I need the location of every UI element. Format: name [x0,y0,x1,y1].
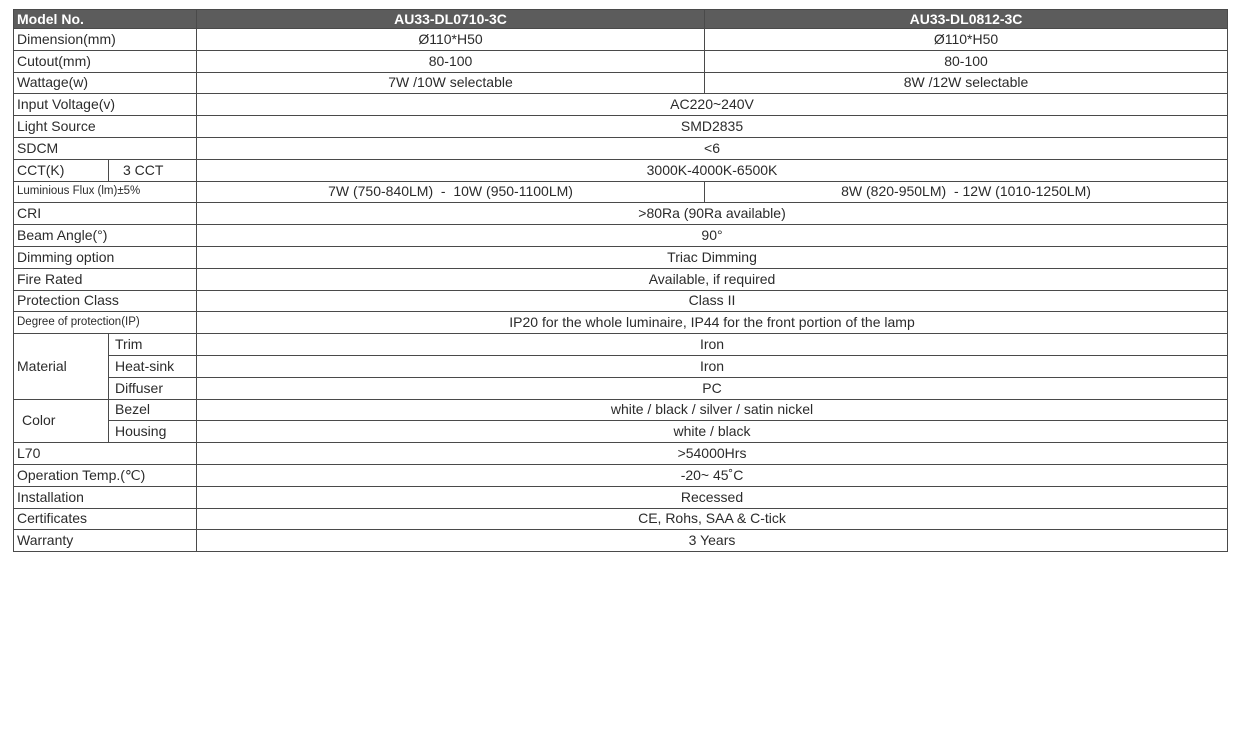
label-sdcm: SDCM [14,137,197,159]
label-beam-angle: Beam Angle(°) [14,225,197,247]
row-material-diffuser [14,377,1228,399]
model-1: AU33-DL0710-3C [197,10,705,29]
sublabel-color-bezel: Bezel [109,399,197,421]
row-l70 [14,443,1228,465]
row-cri [14,203,1228,225]
row-color-housing [14,421,1228,443]
spec-table [13,9,1228,552]
value-cct: 3000K-4000K-6500K [197,159,1228,181]
sublabel-material-heat-sink: Heat-sink [109,355,197,377]
label-ip: Degree of protection(IP) [14,312,197,334]
value-dimension-2: Ø110*H50 [705,29,1228,51]
model-2: AU33-DL0812-3C [705,10,1228,29]
value-color-housing: white / black [197,421,1228,443]
row-material-heat-sink [14,355,1228,377]
label-fire-rated: Fire Rated [14,268,197,290]
value-dimming: Triac Dimming [197,246,1228,268]
row-flux [14,181,1228,203]
row-color-bezel [14,399,1228,421]
row-dimming [14,246,1228,268]
row-warranty [14,530,1228,552]
value-flux-2-text: 8W (820-950LM) - 12W (1010-1250LM) [841,183,1091,200]
label-cct: CCT(K) [14,159,109,181]
value-sdcm: <6 [197,137,1228,159]
value-wattage-2: 8W /12W selectable [705,72,1228,94]
label-wattage: Wattage(w) [14,72,197,94]
value-warranty: 3 Years [197,530,1228,552]
row-cct [14,159,1228,181]
row-installation [14,486,1228,508]
row-fire-rated [14,268,1228,290]
value-wattage-1: 7W /10W selectable [197,72,705,94]
value-cutout-2: 80-100 [705,50,1228,72]
value-ip: IP20 for the whole luminaire, IP44 for the front portion of the lamp [197,312,1228,334]
sublabel-material-trim: Trim [109,334,197,356]
label-installation: Installation [14,486,197,508]
value-protection-class: Class II [197,290,1228,312]
label-warranty: Warranty [14,530,197,552]
row-beam-angle [14,225,1228,247]
value-fire-rated: Available, if required [197,268,1228,290]
row-sdcm [14,137,1228,159]
model-label: Model No. [14,10,197,29]
value-light-source: SMD2835 [197,116,1228,138]
row-light-source [14,116,1228,138]
label-material: Material [14,334,109,399]
sublabel-color-housing: Housing [109,421,197,443]
value-l70: >54000Hrs [197,443,1228,465]
value-certificates: CE, Rohs, SAA & C-tick [197,508,1228,530]
label-certificates: Certificates [14,508,197,530]
value-flux-2 [705,181,1228,203]
value-dimension-1: Ø110*H50 [197,29,705,51]
value-beam-angle: 90° [197,225,1228,247]
row-material-trim [14,334,1228,356]
label-protection-class: Protection Class [14,290,197,312]
label-operation-temp: Operation Temp.(℃) [14,464,197,486]
label-cutout: Cutout(mm) [14,50,197,72]
value-material-heat-sink: Iron [197,355,1228,377]
value-material-trim: Iron [197,334,1228,356]
row-operation-temp [14,464,1228,486]
label-cri: CRI [14,203,197,225]
label-dimension: Dimension(mm) [14,29,197,51]
sublabel-material-diffuser: Diffuser [109,377,197,399]
row-wattage [14,72,1228,94]
row-certificates [14,508,1228,530]
label-l70: L70 [14,443,197,465]
row-ip [14,312,1228,334]
value-operation-temp: -20~ 45˚C [197,464,1228,486]
row-protection-class [14,290,1228,312]
value-installation: Recessed [197,486,1228,508]
label-input-voltage: Input Voltage(v) [14,94,197,116]
row-dimension [14,29,1228,51]
value-cutout-1: 80-100 [197,50,705,72]
sublabel-cct: 3 CCT [109,159,197,181]
value-flux-1-text: 7W (750-840LM) - 10W (950-1100LM) [328,183,573,200]
label-light-source: Light Source [14,116,197,138]
value-material-diffuser: PC [197,377,1228,399]
value-flux-1 [197,181,705,203]
label-flux: Luminious Flux (lm)±5% [14,181,197,203]
value-input-voltage: AC220~240V [197,94,1228,116]
header-row [14,10,1228,29]
row-cutout [14,50,1228,72]
label-color: Color [14,399,109,443]
row-input-voltage [14,94,1228,116]
label-dimming: Dimming option [14,246,197,268]
value-color-bezel: white / black / silver / satin nickel [197,399,1228,421]
value-cri: >80Ra (90Ra available) [197,203,1228,225]
